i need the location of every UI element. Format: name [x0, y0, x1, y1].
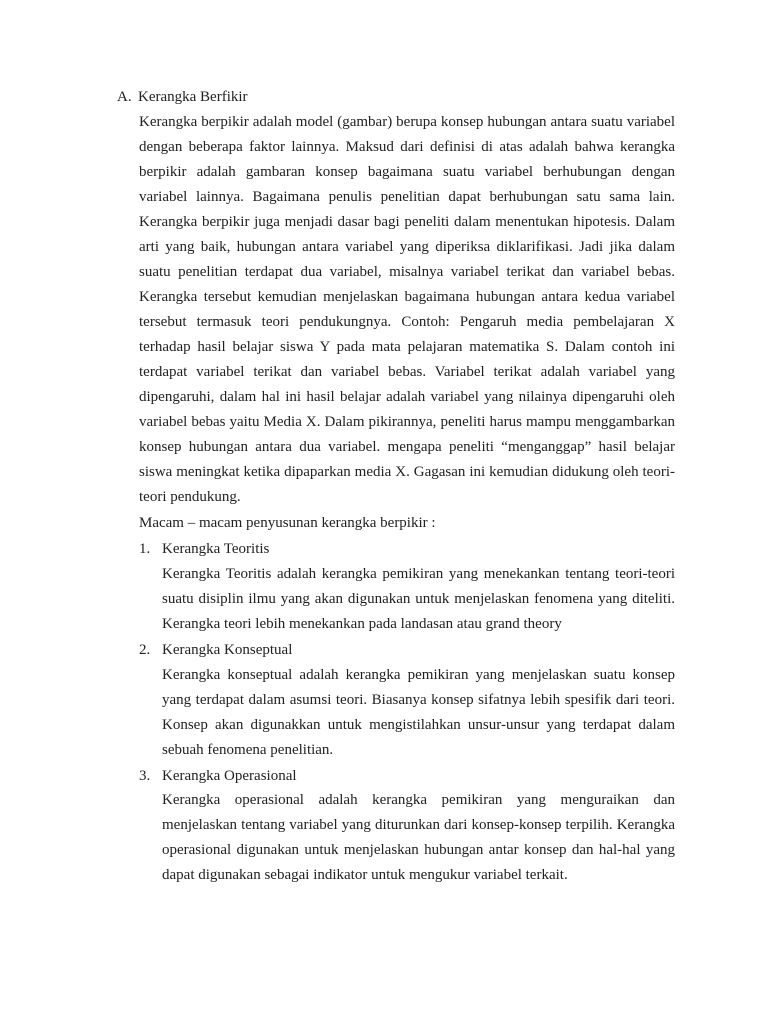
section-heading [117, 87, 248, 107]
intro-paragraph: Kerangka berpikir adalah model (gambar) berupa konsep hubungan antara suatu variabel dengan beberapa faktor lainnya. Maksud dari definisi di atas adalah bahwa kerangka berpikir adalah gambaran konsep bagaimana suatu variabel berhubungan dengan variabel lainnya. Bagaimana penulis penelitian dapat berhubungan satu sama lain. Kerangka berpikir juga menjadi dasar bagi peneliti dalam menentukan hipotesis. Dalam arti yang baik, hubungan antara variabel yang diperiksa diklarifikasi. Jadi jika dalam suatu penelitian terdapat dua variabel, misalnya variabel terikat dan variabel bebas. Kerangka tersebut kemudian menjelaskan bagaimana hubungan antara kedua variabel tersebut termasuk teori pendukungnya. Contoh: Pengaruh media pembelajaran X terhadap hasil belajar siswa Y pada mata pelajaran matematika S. Dalam contoh ini terdapat variabel terikat dan variabel bebas. Variabel terikat adalah variabel yang dipengaruhi, dalam hal ini hasil belajar adalah variabel yang nilainya dipengaruhi oleh variabel bebas yaitu Media X. Dalam pikirannya, peneliti harus mampu menggambarkan konsep hubungan antara dua variabel. mengapa peneliti “menganggap” hasil belajar siswa meningkat ketika dipaparkan media X. Gagasan ini kemudian didukung oleh teori-teori pendukung. [139, 114, 675, 505]
list-item-heading-1 [139, 539, 269, 559]
list-item-description-2: Kerangka konseptual adalah kerangka pemikiran yang menjelaskan suatu konsep yang terdapat dalam asumsi teori. Biasanya konsep sifatnya lebih spesifik dari teori. Konsep akan digunakkan untuk mengistilahkan unsur-unsur yang terdapat dalam sebuah fenomena penelitian. [162, 667, 675, 758]
section-letter: A. [117, 89, 132, 105]
section-title: Kerangka Berfikir [138, 89, 248, 105]
list-item-description-1: Kerangka Teoritis adalah kerangka pemikiran yang menekankan tentang teori-teori suatu disiplin ilmu yang akan digunakan untuk menjelaskan fenomena yang diteliti. Kerangka teori lebih menekankan pada landasan atau grand theory [162, 566, 675, 632]
list-item-title: Kerangka Operasional [162, 768, 297, 784]
list-item-heading-3 [139, 766, 297, 786]
list-intro: Macam – macam penyusunan kerangka berpikir : [139, 515, 436, 531]
list-item-number: 2. [139, 642, 151, 658]
list-item-title: Kerangka Konseptual [162, 642, 293, 658]
list-item-number: 3. [139, 768, 151, 784]
list-item-title: Kerangka Teoritis [162, 541, 270, 557]
list-item-number: 1. [139, 541, 151, 557]
list-item-description-3: Kerangka operasional adalah kerangka pemikiran yang menguraikan dan menjelaskan tentang variabel yang diturunkan dari konsep-konsep terpilih. Kerangka operasional digunakan untuk menjelaskan hubungan antar konsep dan hal-hal yang dapat digunakan sebagai indikator untuk mengukur variabel terkait. [162, 792, 675, 883]
list-item-heading-2 [139, 640, 292, 660]
